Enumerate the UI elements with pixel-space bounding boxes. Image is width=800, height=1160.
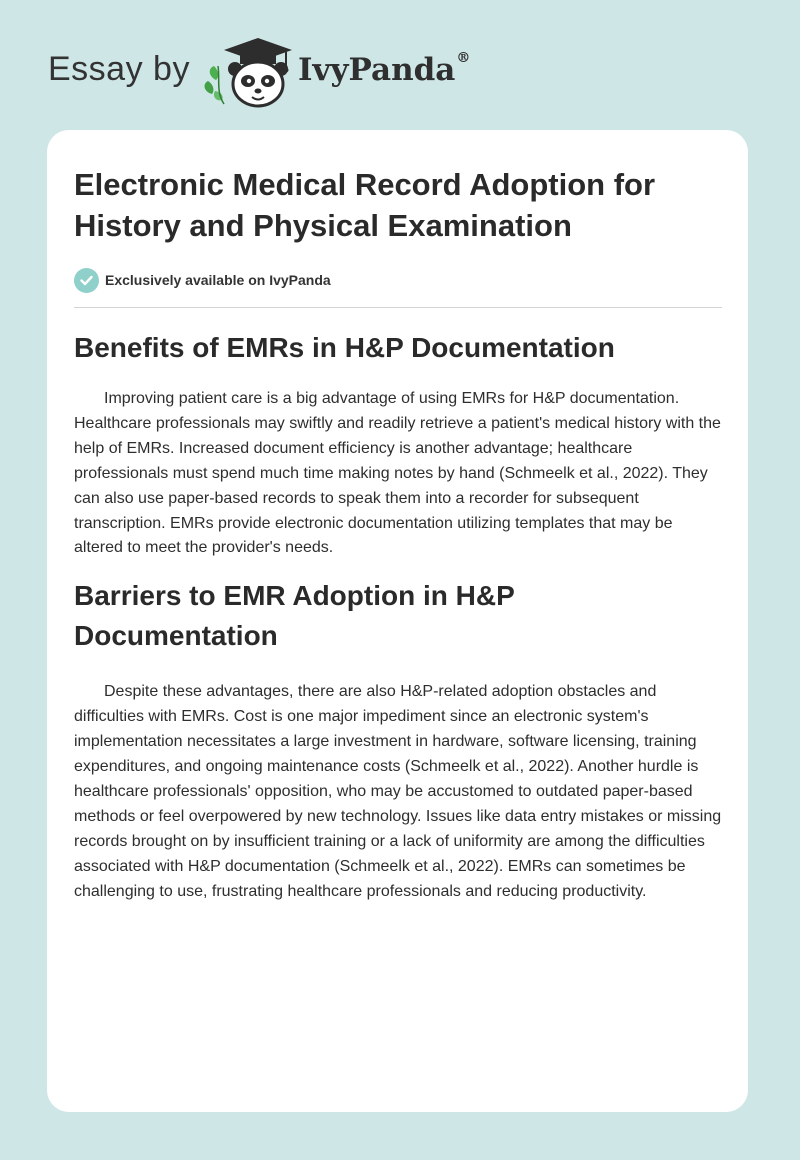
brand-name[interactable]: IvyPanda® [298, 50, 471, 88]
page-title: Electronic Medical Record Adoption for History and Physical Examination [74, 167, 656, 243]
essay-card [47, 130, 748, 1112]
section-paragraph: Improving patient care is a big advantage of using EMRs for H&P documentation. Healthcare professionals may swiftly and readily retrieve a patient's medical history with the help of EMRs. Increased document efficiency is another advantage; healthcare professionals must spend much time making notes by hand (Schmeelk et al., 2022). They can also use paper-based records to speak them into a recorder for subsequent transcription. EMRs provide electronic documentation utilizing templates that may be altered to meet the provider's needs. [74, 390, 721, 557]
section-benefits [74, 328, 722, 561]
section-heading: Barriers to EMR Adoption in H&P Documentation [74, 580, 515, 652]
site-header [48, 36, 471, 108]
exclusive-badge [74, 266, 722, 294]
badge-label: Exclusively available on IvyPanda [105, 272, 331, 288]
divider [74, 307, 722, 308]
brand-prefix: Essay by [48, 50, 190, 88]
section-paragraph: Despite these advantages, there are also H&P-related adoption obstacles and difficulties with EMRs. Cost is one major impediment since an electronic system's implementation necessitates a large investment in hardware, software licensing, training expenditures, and ongoing maintenance costs (Schmeelk et al., 2022). Another hurdle is healthcare professionals' opposition, who may be accustomed to outdated paper-based methods or feel overpowered by new technology. Issues like data entry mistakes or missing records brought on by insufficient training or a lack of uniformity are among the difficulties associated with H&P documentation (Schmeelk et al., 2022). EMRs can sometimes be challenging to use, frustrating healthcare professionals and reducing productivity. [74, 683, 722, 900]
section-barriers [74, 576, 722, 904]
section-heading: Benefits of EMRs in H&P Documentation [74, 332, 615, 363]
panda-logo-icon[interactable] [202, 36, 294, 110]
check-icon [74, 268, 99, 293]
